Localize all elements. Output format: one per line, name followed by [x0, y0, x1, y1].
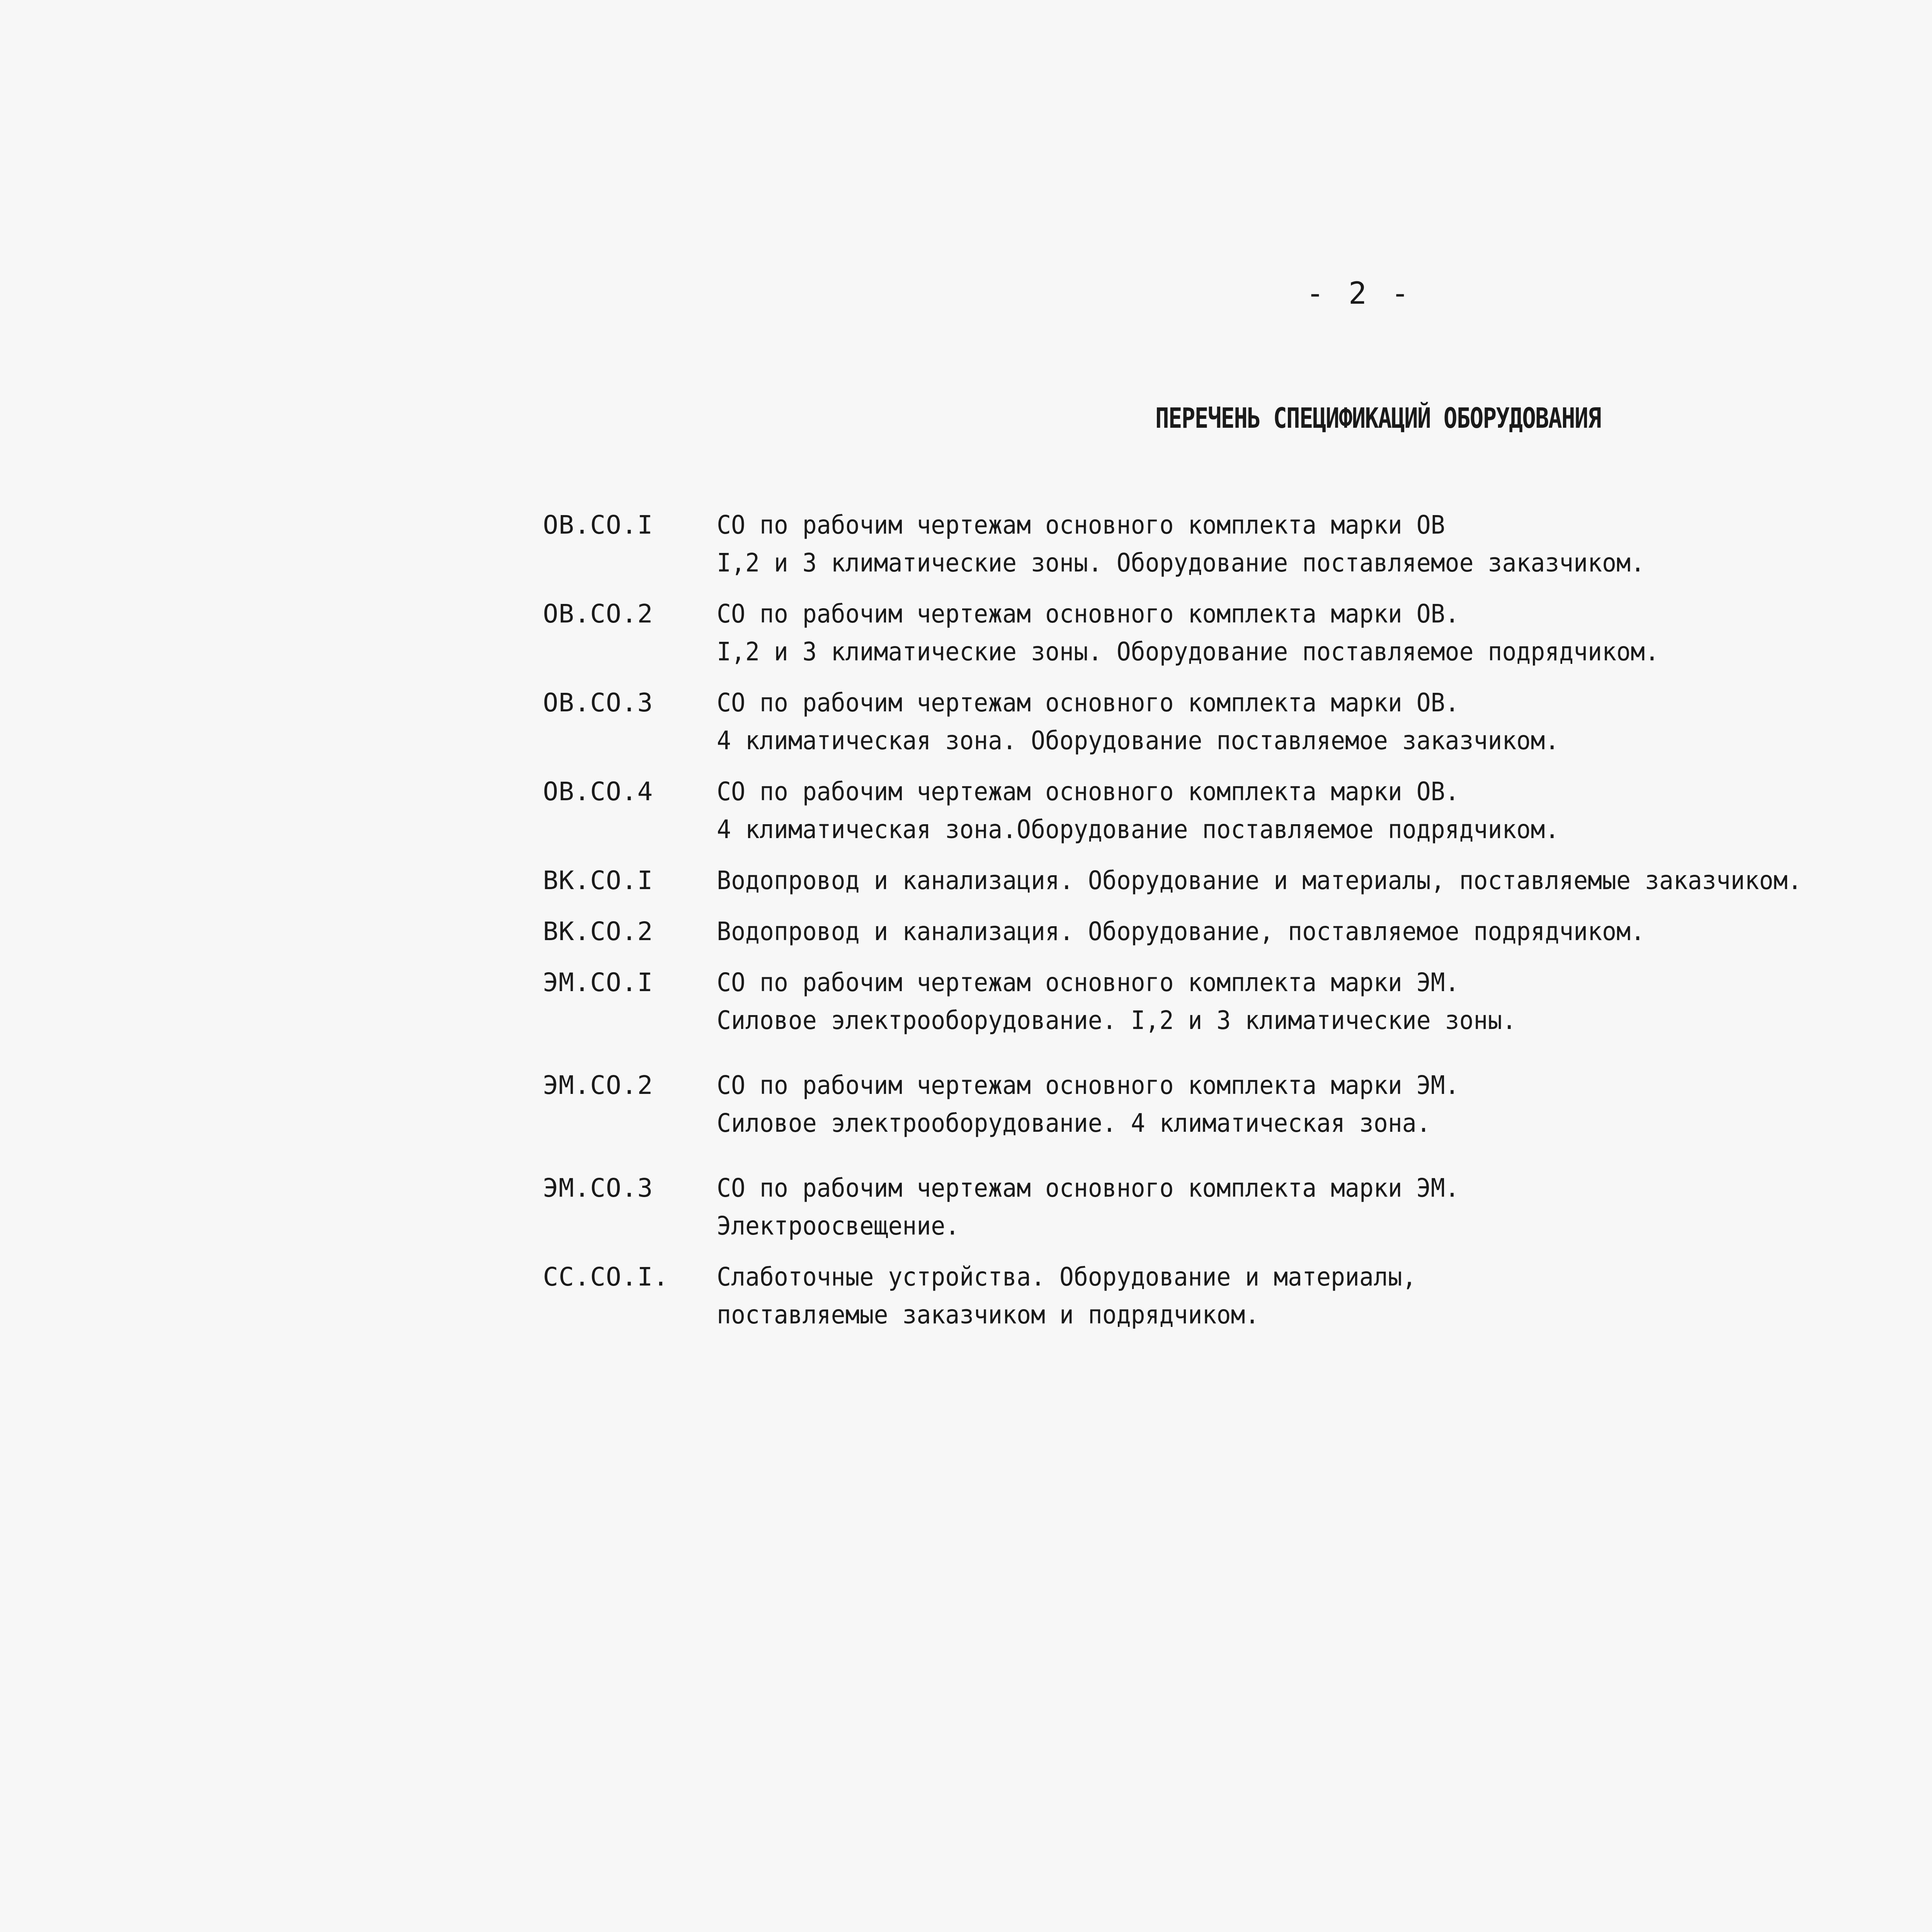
- list-item: [543, 684, 1932, 760]
- entry-line: СО по рабочим чертежам основного комплекта марки ОВ.: [717, 688, 1459, 718]
- entry-code: ВК.СО.2: [543, 917, 653, 946]
- entry-line: Силовое электрооборудование. 4 климатическая зона.: [717, 1108, 1431, 1138]
- entry-code: ЭМ.СО.I: [543, 968, 653, 997]
- entry-line: Слаботочные устройства. Оборудование и материалы,: [717, 1262, 1417, 1292]
- entry-text: [717, 595, 1932, 671]
- entry-text: [717, 773, 1932, 849]
- entry-line: Водопровод и канализация. Оборудование, поставляемое подрядчиком.: [717, 917, 1645, 946]
- list-item: [543, 862, 1932, 900]
- entry-line: СО по рабочим чертежам основного комплекта марки ЭМ.: [717, 1070, 1459, 1100]
- entry-line: СО по рабочим чертежам основного комплекта марки ОВ.: [717, 599, 1459, 629]
- specification-list: [543, 506, 1932, 1334]
- entry-line: Силовое электрооборудование. I,2 и 3 климатические зоны.: [717, 1005, 1517, 1035]
- entry-code: ЭМ.СО.3: [543, 1173, 653, 1203]
- list-item: [543, 1258, 1932, 1334]
- list-item: [543, 1066, 1932, 1142]
- page-title: ПЕРЕЧЕНЬ СПЕЦИФИКАЦИЙ ОБОРУДОВАНИЯ: [1155, 402, 1601, 434]
- list-item: [543, 773, 1932, 849]
- entry-line: СО по рабочим чертежам основного комплекта марки ОВ.: [717, 777, 1459, 806]
- list-item: [543, 506, 1932, 582]
- entry-line: СО по рабочим чертежам основного комплекта марки ОВ: [717, 510, 1445, 540]
- entry-code: СС.СО.I.: [543, 1262, 669, 1292]
- entry-line: 4 климатическая зона.Оборудование поставляемое подрядчиком.: [717, 815, 1560, 844]
- entry-text: [717, 1258, 1932, 1334]
- list-item: [543, 1169, 1932, 1245]
- entry-line: I,2 и 3 климатические зоны. Оборудование поставляемое заказчиком.: [717, 548, 1645, 578]
- entry-code: ОВ.СО.2: [543, 599, 653, 629]
- entry-code: ОВ.СО.4: [543, 777, 653, 806]
- entry-code: ОВ.СО.3: [543, 688, 653, 718]
- list-item: [543, 964, 1932, 1039]
- entry-text: [717, 964, 1932, 1039]
- entry-code: ОВ.СО.I: [543, 510, 653, 540]
- entry-text: [717, 506, 1932, 582]
- list-item: [543, 595, 1932, 671]
- entry-text: [717, 684, 1932, 760]
- entry-line: 4 климатическая зона. Оборудование поставляемое заказчиком.: [717, 726, 1560, 755]
- entry-text: [717, 913, 1932, 951]
- entry-line: поставляемые заказчиком и подрядчиком.: [717, 1300, 1260, 1330]
- entry-line: Водопровод и канализация. Оборудование и материалы, поставляемые заказчиком.: [717, 866, 1802, 895]
- page-number: - 2 -: [1306, 276, 1412, 311]
- entry-text: [717, 1169, 1932, 1245]
- entry-line: I,2 и 3 климатические зоны. Оборудование поставляемое подрядчиком.: [717, 637, 1659, 667]
- entry-code: ЭМ.СО.2: [543, 1070, 653, 1100]
- list-item: [543, 913, 1932, 951]
- entry-text: [717, 862, 1932, 900]
- entry-text: [717, 1066, 1932, 1142]
- entry-line: СО по рабочим чертежам основного комплекта марки ЭМ.: [717, 968, 1459, 997]
- entry-line: СО по рабочим чертежам основного комплекта марки ЭМ.: [717, 1173, 1459, 1203]
- entry-code: ВК.СО.I: [543, 866, 653, 895]
- entry-line: Электроосвещение.: [717, 1211, 960, 1241]
